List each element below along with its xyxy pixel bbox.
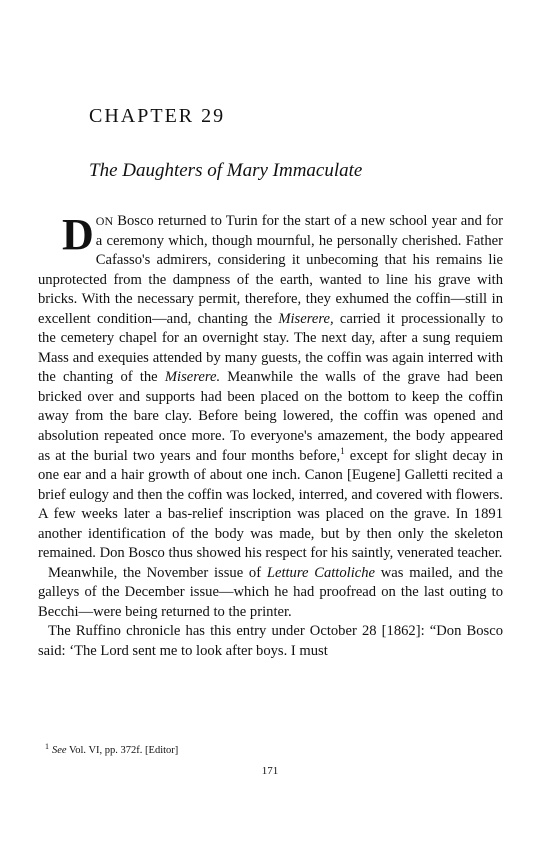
paragraph-2-italic: Letture Cattoliche — [266, 564, 376, 581]
paragraph-2-text-a: Meanwhile, the November issue of — [48, 564, 267, 581]
footnote — [45, 741, 505, 757]
drop-cap-continuation: ON — [95, 214, 114, 228]
paragraph-1-text-a: Bosco returned to Turin for the start of a new school year and for a ceremony which, though mournful, he personally cherished. Father Cafasso's admirers, considering it unbecoming that his remains lie unprotected from the dampness of the earth, wanted to line his grave with bricks. With the necessary permit, therefore, they exhumed the coffin—still in excellent condition—and, chanting the — [38, 213, 503, 327]
paragraph-1-italic-2: Miserere. — [164, 369, 221, 386]
paragraph-2 — [38, 564, 503, 623]
footnote-see: See — [52, 745, 67, 756]
chapter-label: CHAPTER 29 — [89, 105, 226, 127]
paragraph-1-text-d: except for slight decay in one ear and a hair growth of about one inch. Canon [Eugene] Galletti recited a brief eulogy and then the coffin was locked, interred, and covered with flowers. A few weeks later a bas-relief inscription was placed on the grave. In 1891 another identification of the body was made, but by then only the skeleton remained. Don Bosco thus showed his respect for his saintly, venerated teacher. — [38, 447, 503, 562]
footnote-number: 1 — [45, 741, 49, 751]
footnote-text: Vol. VI, pp. 372f. [Editor] — [66, 745, 179, 756]
footnote-reference: 1 — [340, 445, 345, 456]
paragraph-3: The Ruffino chronicle has this entry under October 28 [1862]: “Don Bosco said: ‘The Lord sent me to look after boys. I must — [38, 623, 503, 660]
drop-cap: D — [62, 210, 94, 259]
paragraph-1-italic-1: Miserere, — [278, 310, 334, 327]
body-text — [38, 212, 503, 662]
paragraph-2-text-b: was mailed, and the galleys of the December issue—which he had proofread on the last outing to Becchi—were being returned to the printer. — [38, 564, 503, 620]
paragraph-1-text-c: Meanwhile the walls of the grave had been bricked over and supports had been placed on the bottom to keep the coffin away from the bare clay. Before being lowered, the coffin was opened and absolution repeated once more. To everyone's amazement, the body appeared as at the burial two years and four months before, — [38, 369, 503, 464]
paragraph-1 — [38, 212, 503, 564]
paragraph-1-text-b: carried it processionally to the cemetery chapel for an overnight stay. The next day, after a sung requiem Mass and exequies attended by many guests, the coffin was again interred with the chanting of the — [38, 310, 504, 386]
page-number: 171 — [261, 765, 279, 777]
chapter-title: The Daughters of Mary Immaculate — [89, 160, 363, 181]
